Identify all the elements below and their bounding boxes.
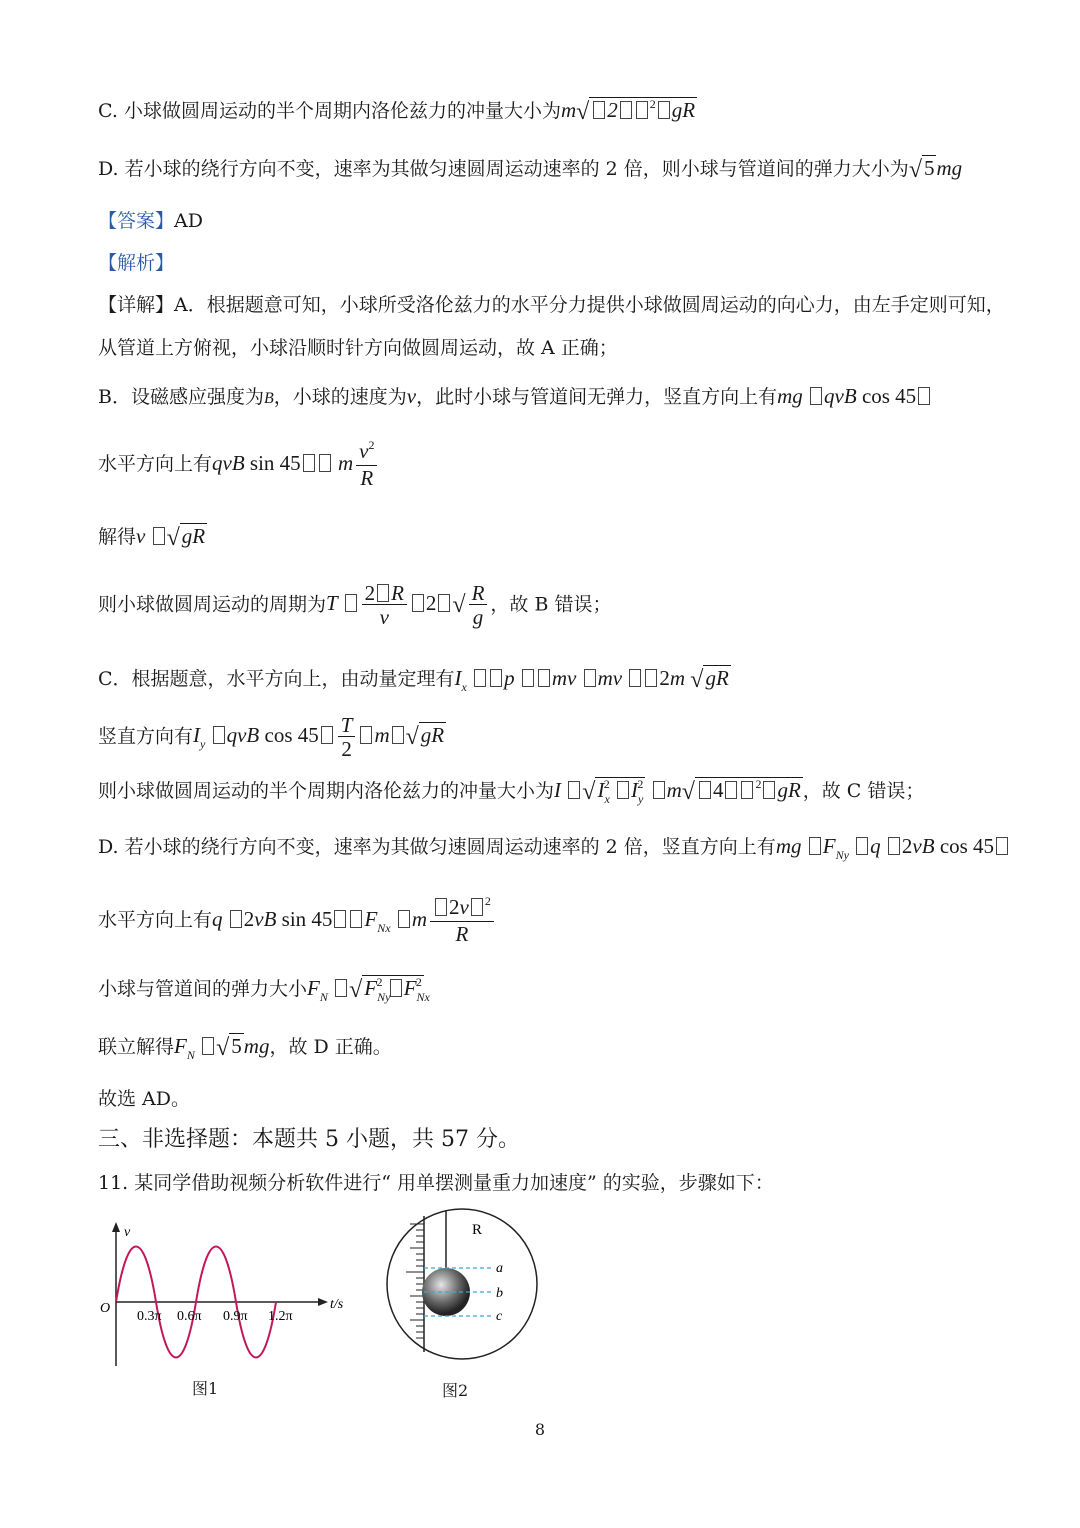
tick-label: 0.9π [223,1309,248,1324]
analysis-tag: 【解析】 [98,252,175,274]
formula: √5mg [908,156,963,183]
origin-label: O [100,1301,111,1316]
formula: T $\frac{2 R}{v}$ 2 √ $\frac{R}{g}$ [326,591,490,615]
question-11: 11. 某同学借助视频分析软件进行“ 用单摆测量重力加速度” 的实验，步骤如下： [98,1172,774,1194]
conclusion: 故选 AD。 [98,1088,190,1110]
tick-label: 0.3π [137,1309,162,1324]
formula: v √gR [136,524,206,551]
figure-1-graph [96,1218,356,1378]
y-axis-label: v [124,1225,131,1240]
page-number: 8 [534,1420,546,1439]
detail-d-line1: D. 若小球的绕行方向不变，速率为其做匀速圆周运动速率的 2 倍，竖直方向上有mg $F_{Ny}$ q 2vB cos 45 [98,832,1010,859]
ruler-ticks [406,1224,424,1338]
formula: $I_x$ p mv mv 2m √gR [454,666,729,694]
formula: qvB sin 45 m $\frac{v^2}{R}$ [212,451,380,475]
detail-d-line4: 联立解得$F_N$ √5mg，故 D 正确。 [98,1034,392,1062]
formula: q 2vB sin 45 $F_{Nx}$ m $\frac{2v ^2}{R}$ [212,907,497,931]
mark-c-label: c [496,1309,503,1324]
answer-value: AD [174,210,203,232]
answer-tag: 【答案】 [98,210,175,232]
detail-c-line1: C．根据题意，水平方向上，由动量定理有$I_x$ p mv mv 2m √gR [98,666,729,694]
y-axis-arrow [112,1222,120,1232]
detail-b-line1: B．设磁感应强度为B，小球的速度为v，此时小球与管道间无弹力，竖直方向上有mg qvB cos 45 [98,382,932,409]
mark-b-label: b [496,1286,503,1301]
formula: $F_N$ √5mg [174,1034,270,1062]
figure-2-caption: 图2 [442,1381,469,1400]
option-c: C. 小球做圆周运动的半个周期内洛伦兹力的冲量大小为m√ 2 $^2$ gR [98,97,696,125]
detail-b-line2: 水平方向上有qvB sin 45 m $\frac{v^2}{R}$ [98,440,380,490]
option-d: D. 若小球的绕行方向不变，速率为其做匀速圆周运动速率的 2 倍，则小球与管道间的弹力大小为√5mg [98,156,963,183]
formula: $F_N$ $√F_{Ny}^2$ $F_{Nx}^2$ [307,975,430,1004]
detail-c-line2: 竖直方向有$I_y$ qvB cos 45 $\frac{T}{2}$ m √gR [98,713,445,761]
answer [98,206,203,233]
mark-a-label: a [496,1261,503,1276]
section-heading: 三、非选择题：本题共 5 小题，共 57 分。 [98,1127,520,1152]
tick-label: 1.2π [268,1309,293,1324]
detail-d-line3: 小球与管道间的弹力大小$F_N$ $√F_{Ny}^2$ $F_{Nx}^2$ [98,975,430,1004]
formula: mg qvB cos 45 [777,384,932,408]
formula: $I_y$ qvB cos 45 $\frac{T}{2}$ m √gR [193,713,445,761]
formula: I $√I_x^2$ $I_y^2$ m√ 4 $^2$ gR [554,777,801,806]
detail-a-line2: 从管道上方俯视，小球沿顺时针方向做圆周运动，故 A 正确； [98,337,618,359]
detail-a-line1: 【详解】A．根据题意可知，小球所受洛伦兹力的水平分力提供小球做圆周运动的向心力，由左手定则可知， [98,294,1005,316]
rod-label: R [472,1222,483,1238]
formula: m√ 2 $^2$ gR [560,97,696,125]
x-axis-arrow [318,1298,328,1306]
figure-2-diagram [384,1206,544,1366]
detail-c-line3: 则小球做圆周运动的半个周期内洛伦兹力的冲量大小为I $√I_x^2$ $I_y^2$ m√ 4 $^2$ gR ，故 C 错误； [98,777,925,806]
formula: mg $F_{Ny}$ q 2vB cos 45 [776,834,1010,858]
detail-d-line2: 水平方向上有q 2vB sin 45 $F_{Nx}$ m $\frac{2v ^2}{R}$ [98,896,497,946]
tick-label: 0.6π [177,1309,202,1324]
x-axis-label: t/s [330,1297,344,1312]
detail-b-line4: 则小球做圆周运动的周期为T $\frac{2 R}{v}$ 2 √ $\frac{R}{g}$ ，故 B 错误； [98,581,612,629]
figure-1-caption: 图1 [192,1379,219,1398]
detail-b-line3: 解得v √gR [98,524,206,551]
